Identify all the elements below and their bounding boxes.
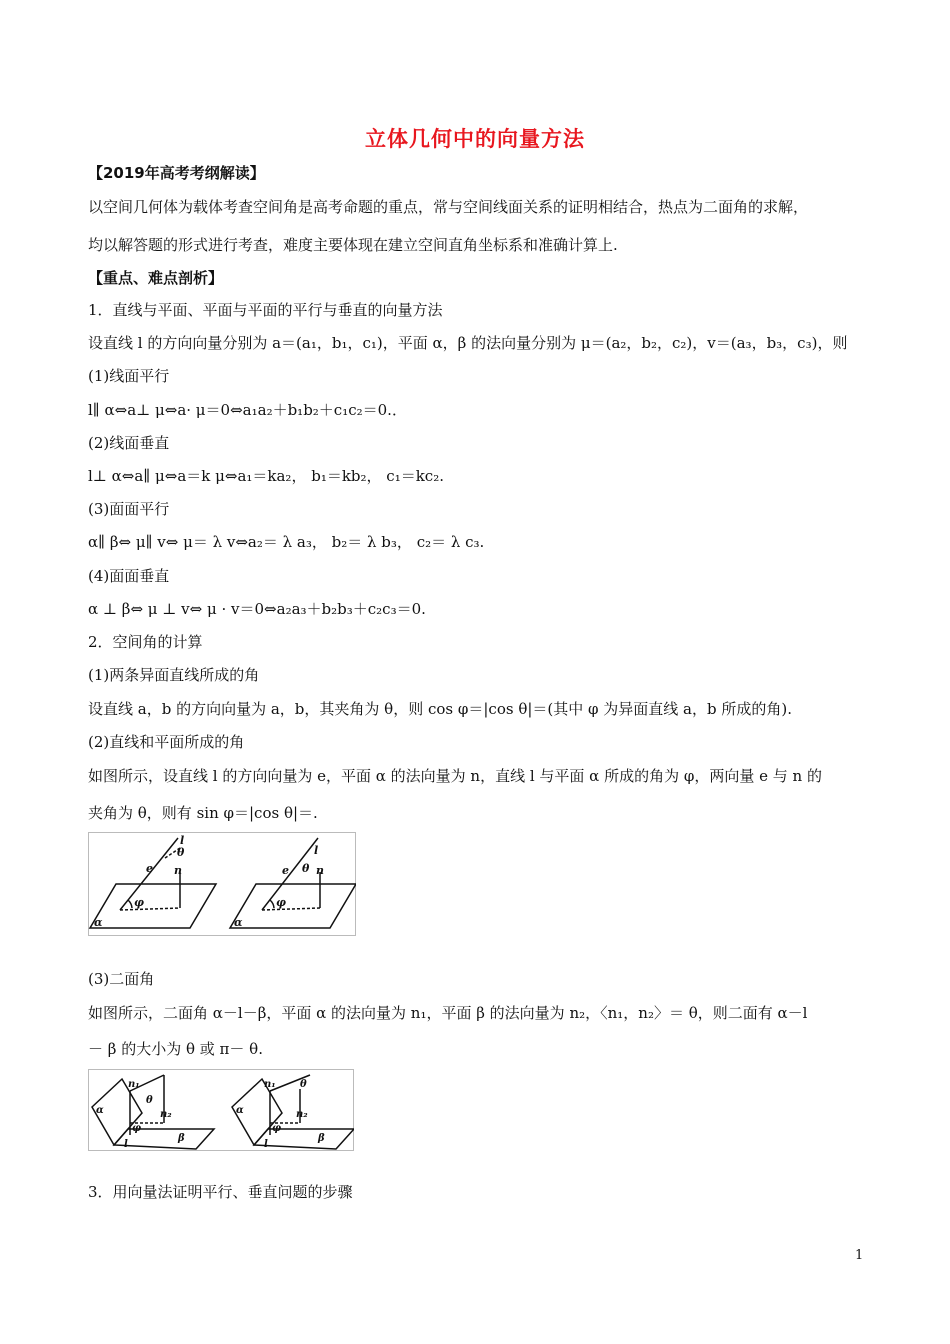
fig1-left-label: n: [174, 864, 182, 877]
fig2-left-label: l: [124, 1139, 128, 1150]
heading-3: 3．用向量法证明平行、垂直问题的步骤: [88, 1183, 353, 1201]
key-points-header: 【重点、难点剖析】: [88, 269, 224, 287]
text-line: 如图所示，设直线 l 的方向向量为 e，平面 α 的法向量为 n，直线 l 与平面 α 所成的角为 φ，两向量 e 与 n 的: [88, 767, 822, 785]
fig1-left-label: l: [180, 834, 185, 847]
fig2-left-label: β: [178, 1133, 185, 1144]
fig2-right-label: n₂: [296, 1109, 308, 1120]
fig1-right-label: e: [282, 864, 289, 877]
fig2-right-label: l: [264, 1139, 268, 1150]
text-line: 如图所示，二面角 α－l－β，平面 α 的法向量为 n₁，平面 β 的法向量为 n₂，〈n₁，n₂〉＝ θ，则二面有 α－l: [88, 1004, 808, 1022]
fig2-left-label: α: [96, 1105, 104, 1116]
fig1-left-label: θ: [177, 846, 185, 859]
heading-1: 1．直线与平面、平面与平面的平行与垂直的向量方法: [88, 301, 443, 319]
fig2-right-label: β: [318, 1133, 325, 1144]
text-line: 设直线 a，b 的方向向量为 a，b，其夹角为 θ，则 cos φ＝|cos θ|＝(其中 φ 为异面直线 a，b 所成的角).: [88, 700, 792, 718]
syllabus-paragraph-2: 均以解答题的形式进行考查，难度主要体现在建立空间直角坐标系和准确计算上.: [88, 236, 618, 254]
subheading: (2)线面垂直: [88, 434, 170, 452]
fig2-left-label: φ: [132, 1123, 142, 1134]
subheading: (3)二面角: [88, 970, 155, 988]
fig1-left-label: φ: [134, 896, 144, 909]
fig2-left-label: n₂: [160, 1109, 172, 1120]
fig2-right-label: φ: [272, 1123, 282, 1134]
subheading: (1)线面平行: [88, 367, 170, 385]
subheading: (1)两条异面直线所成的角: [88, 666, 260, 684]
document-title: 立体几何中的向量方法: [365, 127, 585, 151]
fig2-right-label: n₁: [264, 1079, 276, 1090]
line-plane-angle-figure: [88, 832, 356, 936]
fig2-right-label: α: [236, 1105, 244, 1116]
syllabus-header: 【2019年高考考纲解读】: [88, 164, 265, 182]
subheading: (3)面面平行: [88, 500, 170, 518]
fig1-right-label: l: [314, 844, 319, 857]
fig1-left-label: e: [146, 862, 153, 875]
fig1-right-label: α: [234, 916, 243, 929]
subheading: (2)直线和平面所成的角: [88, 733, 245, 751]
formula-line: l⊥ α⇔a∥ μ⇔a＝k μ⇔a₁＝ka₂， b₁＝kb₂， c₁＝kc₂.: [88, 467, 444, 485]
fig1-left-label: α: [94, 916, 103, 929]
text-line: 设直线 l 的方向向量分别为 a＝(a₁，b₁，c₁)，平面 α，β 的法向量分别为 μ＝(a₂，b₂，c₂)，v＝(a₃，b₃，c₃)，则: [88, 334, 848, 352]
dihedral-angle-figure: [88, 1069, 354, 1151]
fig1-right-label: φ: [276, 896, 286, 909]
formula-line: α ⊥ β⇔ μ ⊥ v⇔ μ · v＝0⇔a₂a₃＋b₂b₃＋c₂c₃＝0.: [88, 600, 426, 618]
syllabus-paragraph-1: 以空间几何体为载体考查空间角是高考命题的重点，常与空间线面关系的证明相结合，热点为二面角的求解，: [88, 198, 809, 216]
formula-line: α∥ β⇔ μ∥ v⇔ μ＝ λ v⇔a₂＝ λ a₃， b₂＝ λ b₃， c₂＝ λ c₃.: [88, 533, 485, 551]
fig1-right-label: n: [316, 864, 324, 877]
fig2-left-label: n₁: [128, 1079, 140, 1090]
text-line: 夹角为 θ，则有 sin φ＝|cos θ|＝.: [88, 804, 318, 822]
fig2-left-label: θ: [146, 1095, 153, 1106]
page-number: 1: [855, 1248, 864, 1263]
subheading: (4)面面垂直: [88, 567, 170, 585]
fig2-right-label: θ: [300, 1079, 307, 1090]
fig1-right-label: θ: [302, 862, 310, 875]
heading-2: 2．空间角的计算: [88, 633, 203, 651]
text-line: － β 的大小为 θ 或 π－ θ.: [88, 1040, 263, 1058]
formula-line: l∥ α⇔a⊥ μ⇔a· μ＝0⇔a₁a₂＋b₁b₂＋c₁c₂＝0.．: [88, 401, 407, 419]
